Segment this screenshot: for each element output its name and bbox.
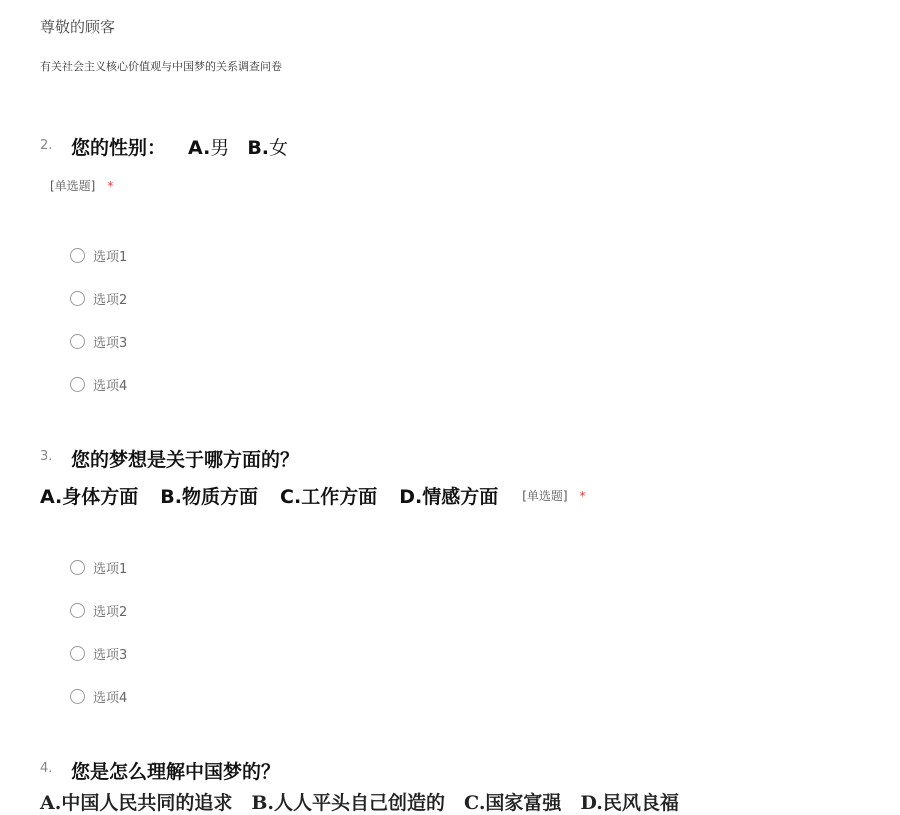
greeting-text: 尊敬的顾客 bbox=[40, 18, 116, 36]
question-3-choices bbox=[40, 482, 586, 509]
question-3-choice-a: A.身体方面 bbox=[40, 486, 139, 508]
question-2-title bbox=[71, 133, 288, 160]
question-3-type bbox=[522, 487, 585, 504]
question-3-number: 3. bbox=[40, 449, 53, 464]
option-label: 选项3 bbox=[93, 336, 128, 351]
radio-button[interactable] bbox=[70, 603, 85, 618]
question-2-option-2[interactable] bbox=[70, 289, 127, 308]
option-label: 选项4 bbox=[93, 379, 128, 394]
question-4-choices-partial: A.中国人民共同的追求 B.人人平头自己创造的 C.国家富强 D.民风良福 bbox=[40, 792, 679, 814]
question-2-option-1[interactable] bbox=[70, 246, 127, 265]
radio-button[interactable] bbox=[70, 377, 85, 392]
question-2-title-text: 您的性别： bbox=[71, 137, 167, 159]
required-mark: * bbox=[579, 489, 586, 503]
question-3-option-4[interactable] bbox=[70, 687, 127, 706]
radio-button[interactable] bbox=[70, 689, 85, 704]
survey-title: 有关社会主义核心价值观与中国梦的关系调查问卷 bbox=[40, 60, 282, 73]
radio-button[interactable] bbox=[70, 334, 85, 349]
question-4-number: 4. bbox=[40, 761, 53, 776]
question-4-title: 您是怎么理解中国梦的？ bbox=[71, 761, 281, 783]
required-mark: * bbox=[107, 179, 114, 193]
question-2-number: 2. bbox=[40, 138, 53, 153]
option-label: 选项2 bbox=[93, 293, 128, 308]
question-2-option-3[interactable] bbox=[70, 332, 127, 351]
radio-button[interactable] bbox=[70, 560, 85, 575]
question-2-inline-option-a: A.男 bbox=[188, 137, 230, 159]
question-type-label: [单选题] bbox=[522, 489, 568, 503]
question-2-inline-option-b: B.女 bbox=[247, 137, 289, 159]
question-2-type bbox=[50, 177, 113, 194]
question-3-choice-b: B.物质方面 bbox=[160, 486, 259, 508]
option-label: 选项1 bbox=[93, 250, 128, 265]
option-label: 选项2 bbox=[93, 605, 128, 620]
question-3-option-3[interactable] bbox=[70, 644, 127, 663]
question-3-choice-d: D.情感方面 bbox=[399, 486, 499, 508]
radio-button[interactable] bbox=[70, 291, 85, 306]
question-3-option-2[interactable] bbox=[70, 601, 127, 620]
radio-button[interactable] bbox=[70, 248, 85, 263]
question-2-option-4[interactable] bbox=[70, 375, 127, 394]
question-type-label: [单选题] bbox=[50, 179, 96, 193]
question-3-choice-c: C.工作方面 bbox=[280, 486, 378, 508]
question-3-option-1[interactable] bbox=[70, 558, 127, 577]
radio-button[interactable] bbox=[70, 646, 85, 661]
option-label: 选项1 bbox=[93, 562, 128, 577]
question-3-title: 您的梦想是关于哪方面的？ bbox=[71, 449, 300, 471]
option-label: 选项3 bbox=[93, 648, 128, 663]
option-label: 选项4 bbox=[93, 691, 128, 706]
